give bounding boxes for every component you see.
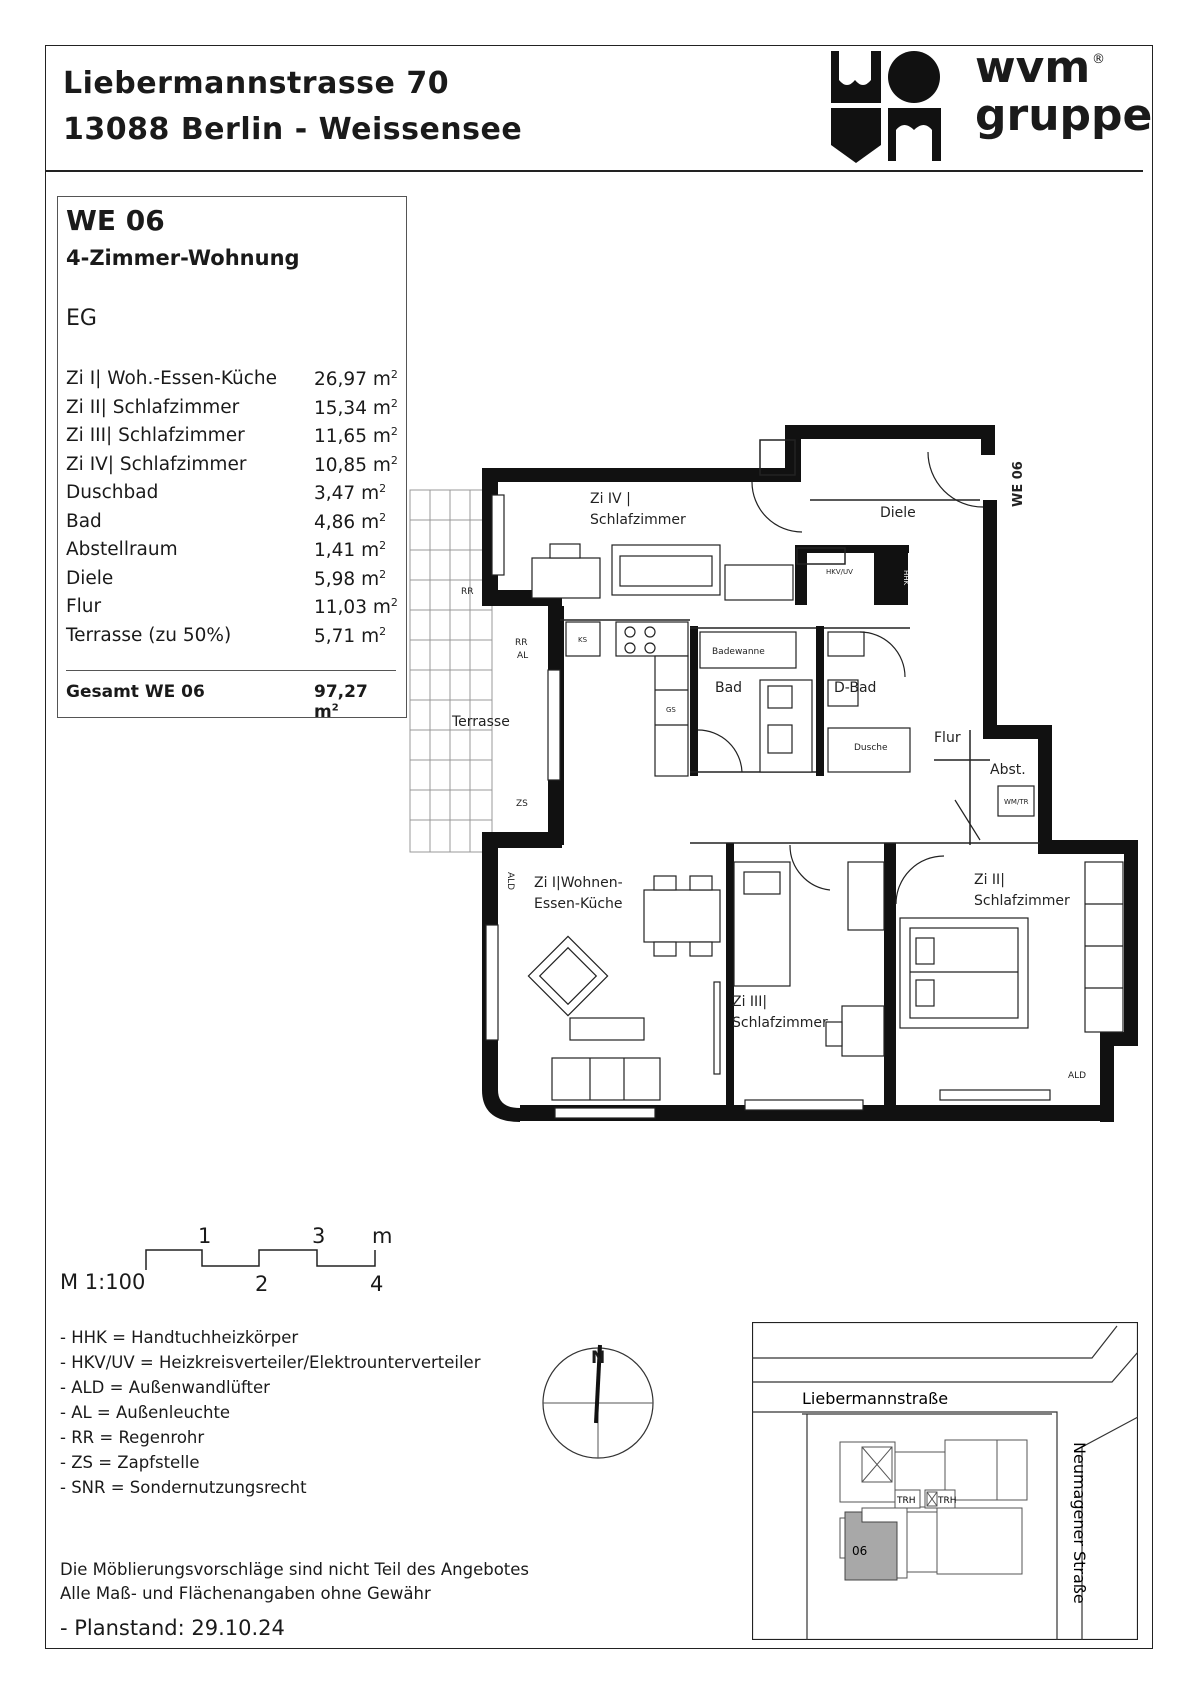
- room-area: 26,97 $m^2$: [314, 368, 398, 391]
- scale-label: M 1:100: [60, 1270, 146, 1294]
- unit-type: 4-Zimmer-Wohnung: [66, 246, 300, 270]
- label-abst: Abst.: [990, 762, 1026, 778]
- legend-item: - HKV/UV = Heizkreisverteiler/Elektrounterverteiler: [60, 1353, 481, 1372]
- unit-id: WE 06: [66, 204, 165, 237]
- address-street: Liebermannstrasse 70: [63, 66, 450, 101]
- room-name: Zi I| Woh.-Essen-Küche: [66, 368, 278, 389]
- street-neumagener: Neumagener Straße: [1070, 1442, 1089, 1604]
- room-area: 3,47 $m^2$: [314, 482, 387, 505]
- room-name: Terrasse (zu 50%): [66, 625, 232, 646]
- legend-item: - HHK = Handtuchheizkörper: [60, 1328, 299, 1347]
- total-label: Gesamt WE 06: [66, 682, 205, 702]
- room-area: 5,98 $m^2$: [314, 568, 387, 591]
- label-zi4-line2: Schlafzimmer: [590, 512, 686, 528]
- label-zi1-line1: Zi I|Wohnen-: [534, 875, 623, 891]
- scale-bar: [140, 1240, 400, 1285]
- furniture-zi4: [532, 544, 793, 600]
- unit-floor: EG: [66, 306, 97, 331]
- label-ald-1: ALD: [505, 872, 515, 891]
- total-area: 97,27 $m^2$: [314, 682, 368, 722]
- label-hkv: HKV/UV: [826, 568, 853, 576]
- logo-text-wvm: wvm: [975, 42, 1091, 93]
- label-zi2-line1: Zi II|: [974, 872, 1005, 888]
- legend-item: - AL = Außenleuchte: [60, 1403, 231, 1422]
- label-wmtr: WM/TR: [1004, 798, 1029, 806]
- furniture-kitchen: [566, 622, 688, 776]
- label-flur: Flur: [934, 730, 961, 746]
- label-zi2-line2: Schlafzimmer: [974, 893, 1070, 909]
- label-rr-2: RR: [515, 638, 528, 648]
- room-name: Zi IV| Schlafzimmer: [66, 454, 247, 475]
- room-area: 1,41 $m^2$: [314, 539, 387, 562]
- room-area: 15,34 $m^2$: [314, 397, 398, 420]
- label-dbad: D-Bad: [834, 680, 877, 696]
- label-ks: KS: [578, 636, 588, 644]
- legend-item: - SNR = Sondernutzungsrecht: [60, 1478, 307, 1497]
- room-name: Flur: [66, 596, 102, 617]
- label-dusche: Dusche: [854, 743, 888, 753]
- label-zi1-line2: Essen-Küche: [534, 896, 623, 912]
- scale-tick-2: 2: [255, 1272, 269, 1296]
- room-name: Bad: [66, 511, 102, 532]
- label-badewanne: Badewanne: [712, 647, 765, 657]
- label-zi4-line1: Zi IV |: [590, 491, 631, 507]
- legend-item: - ZS = Zapfstelle: [60, 1453, 200, 1472]
- legend-item: - RR = Regenrohr: [60, 1428, 205, 1447]
- site-plan: [752, 1322, 1138, 1640]
- room-name: Abstellraum: [66, 539, 178, 560]
- room-name: Zi III| Schlafzimmer: [66, 425, 245, 446]
- room-area: 11,65 $m^2$: [314, 425, 398, 448]
- note-disclaimer: Alle Maß- und Flächenangaben ohne Gewähr: [60, 1584, 431, 1603]
- site-unit-label: 06: [852, 1544, 868, 1558]
- label-terrasse: Terrasse: [452, 714, 510, 730]
- plan-date: - Planstand: 29.10.24: [60, 1616, 285, 1640]
- furniture-zi2: [896, 856, 1123, 1032]
- label-gs: GS: [666, 706, 676, 714]
- legend-item: - ALD = Außenwandlüfter: [60, 1378, 270, 1397]
- label-zi3-line1: Zi III|: [732, 994, 768, 1010]
- scale-unit: m: [372, 1224, 393, 1248]
- room-area: 5,71 $m^2$: [314, 625, 387, 648]
- label-bad: Bad: [715, 680, 743, 696]
- address-city: 13088 Berlin - Weissensee: [63, 112, 523, 147]
- label-entry: WE 06: [1011, 461, 1026, 507]
- label-al: AL: [517, 651, 529, 661]
- room-name: Duschbad: [66, 482, 159, 503]
- logo-registered-mark: ®: [1092, 52, 1105, 67]
- room-name: Zi II| Schlafzimmer: [66, 397, 240, 418]
- room-area: 4,86 $m^2$: [314, 511, 387, 534]
- room-area: 10,85 $m^2$: [314, 454, 398, 477]
- label-diele: Diele: [880, 505, 916, 521]
- scale-tick-1: 1: [198, 1224, 212, 1248]
- site-trh-2: TRH: [938, 1496, 957, 1506]
- label-rr-1: RR: [461, 587, 474, 597]
- logo-text-gruppe: gruppe: [975, 90, 1153, 141]
- room-area: 11,03 $m^2$: [314, 596, 398, 619]
- label-ald-2: ALD: [1068, 1071, 1087, 1081]
- label-hhk: HHK: [902, 570, 910, 586]
- scale-tick-3: 3: [312, 1224, 326, 1248]
- room-name: Diele: [66, 568, 114, 589]
- terrace-grid: [410, 490, 492, 852]
- scale-tick-4: 4: [370, 1272, 384, 1296]
- label-zi3-line2: Schlafzimmer: [732, 1015, 828, 1031]
- street-liebermann: Liebermannstraße: [802, 1389, 949, 1408]
- site-trh-1: TRH: [897, 1496, 916, 1506]
- note-furniture: Die Möblierungsvorschläge sind nicht Teil des Angebotes: [60, 1560, 530, 1579]
- north-label: N: [591, 1348, 606, 1368]
- label-zs: ZS: [516, 799, 528, 809]
